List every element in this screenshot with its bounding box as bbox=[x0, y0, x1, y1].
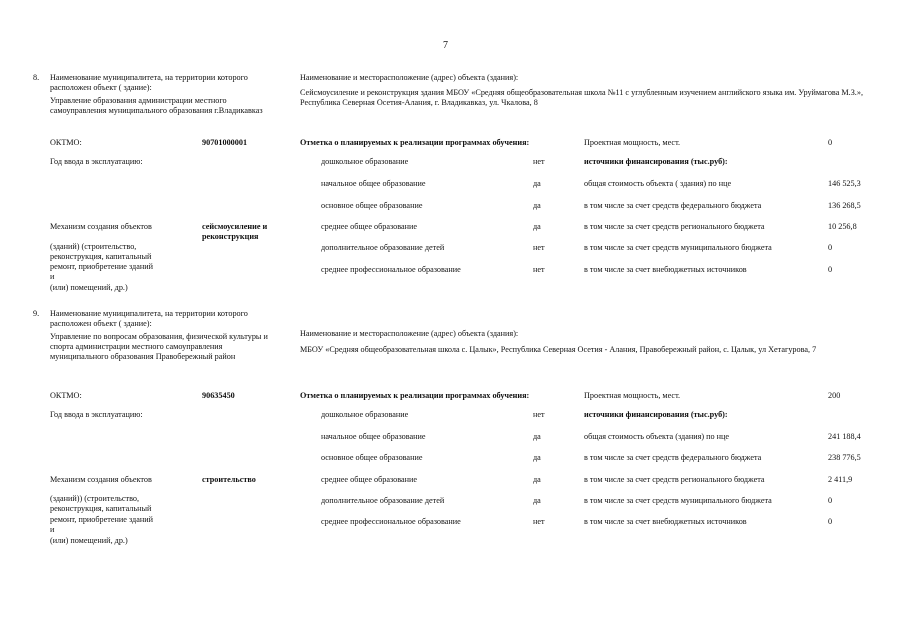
oktmo-label: ОКТМО: bbox=[50, 391, 82, 400]
capacity-value: 0 bbox=[828, 138, 833, 147]
record-number: 9. bbox=[33, 309, 40, 318]
oktmo-label: ОКТМО: bbox=[50, 138, 82, 147]
funding-value: 0 bbox=[828, 265, 833, 274]
mechanism-desc-line: и bbox=[50, 525, 55, 534]
funding-label: в том числе за счет внебюджетных источников bbox=[584, 265, 747, 274]
capacity-label: Проектная мощность, мест. bbox=[584, 391, 681, 400]
program-name: среднее общее образование bbox=[321, 475, 418, 484]
funding-value: 238 776,5 bbox=[828, 453, 861, 462]
mechanism-desc-line: (или) помещений, др.) bbox=[50, 536, 128, 545]
mechanism-label: Механизм создания объектов bbox=[50, 222, 152, 231]
mechanism-desc-line: реконструкция, капитальный bbox=[50, 252, 152, 261]
program-name: среднее профессиональное образование bbox=[321, 265, 461, 274]
program-mark: нет bbox=[533, 410, 545, 419]
mechanism-desc-line: (или) помещений, др.) bbox=[50, 283, 128, 292]
programs-header: Отметка о планируемых к реализации программах обучения: bbox=[300, 138, 530, 147]
object-value: МБОУ «Средняя общеобразовательная школа с. Цалык», Республика Северная Осетия - Алания, Правобережный район, с. Цалык, ул Хетагурова, 7 bbox=[300, 345, 817, 354]
program-mark: да bbox=[533, 496, 541, 505]
program-mark: нет bbox=[533, 157, 545, 166]
funding-label: в том числе за счет средств федерального бюджета bbox=[584, 201, 762, 210]
program-mark: нет bbox=[533, 517, 545, 526]
municipality-value: Управление по вопросам образования, физической культуры и спорта администрации местного самоуправления муниципального образования Правобережный район bbox=[50, 332, 268, 361]
program-name: дошкольное образование bbox=[321, 157, 409, 166]
mechanism-desc-line: ремонт, приобретение зданий bbox=[50, 515, 153, 524]
oktmo-value: 90701000001 bbox=[202, 138, 248, 147]
municipality-label: Наименование муниципалитета, на территории которого расположен объект ( здание): bbox=[50, 309, 248, 328]
program-mark: да bbox=[533, 475, 541, 484]
funding-label: в том числе за счет внебюджетных источников bbox=[584, 517, 747, 526]
program-mark: да bbox=[533, 222, 541, 231]
mechanism-label: Механизм создания объектов bbox=[50, 475, 152, 484]
mechanism-desc-line: (зданий)) (строительство, bbox=[50, 494, 140, 503]
funding-header: источники финансирования (тыс.руб): bbox=[584, 157, 728, 166]
program-name: дошкольное образование bbox=[321, 410, 409, 419]
funding-label: общая стоимость объекта ( здания) по нце bbox=[584, 179, 732, 188]
funding-value: 0 bbox=[828, 243, 833, 252]
program-mark: да bbox=[533, 453, 541, 462]
funding-label: в том числе за счет средств федерального бюджета bbox=[584, 453, 762, 462]
program-mark: нет bbox=[533, 243, 545, 252]
funding-label: в том числе за счет средств муниципального бюджета bbox=[584, 496, 772, 505]
program-name: начальное общее образование bbox=[321, 432, 426, 441]
funding-value: 136 268,5 bbox=[828, 201, 861, 210]
program-name: среднее профессиональное образование bbox=[321, 517, 461, 526]
program-name: начальное общее образование bbox=[321, 179, 426, 188]
program-name: основное общее образование bbox=[321, 201, 423, 210]
funding-label: общая стоимость объекта (здания) по нце bbox=[584, 432, 730, 441]
mechanism-value: строительство bbox=[202, 475, 256, 484]
funding-label: в том числе за счет средств муниципального бюджета bbox=[584, 243, 772, 252]
municipality-value: Управление образования администрации местного самоуправления муниципального образования г.Владикавказ bbox=[50, 96, 263, 115]
funding-value: 241 188,4 bbox=[828, 432, 861, 441]
funding-value: 2 411,9 bbox=[828, 475, 853, 484]
mechanism-desc-line: реконструкция, капитальный bbox=[50, 504, 152, 513]
funding-label: в том числе за счет средств регионального бюджета bbox=[584, 475, 765, 484]
capacity-value: 200 bbox=[828, 391, 841, 400]
program-mark: да bbox=[533, 179, 541, 188]
mechanism-desc-line: и bbox=[50, 272, 55, 281]
funding-value: 10 256,8 bbox=[828, 222, 857, 231]
mechanism-desc-line: (зданий) (строительство, bbox=[50, 242, 137, 251]
program-mark: нет bbox=[533, 265, 545, 274]
funding-label: в том числе за счет средств регионального бюджета bbox=[584, 222, 765, 231]
program-name: основное общее образование bbox=[321, 453, 423, 462]
program-name: дополнительное образование детей bbox=[321, 243, 445, 252]
page-number: 7 bbox=[443, 40, 448, 51]
program-name: среднее общее образование bbox=[321, 222, 418, 231]
mechanism-desc-line: ремонт, приобретение зданий bbox=[50, 262, 153, 271]
object-label: Наименование и месторасположение (адрес) объекта (здания): bbox=[300, 329, 519, 338]
program-name: дополнительное образование детей bbox=[321, 496, 445, 505]
programs-header: Отметка о планируемых к реализации программах обучения: bbox=[300, 391, 530, 400]
funding-value: 146 525,3 bbox=[828, 179, 861, 188]
object-value: Сейсмоусиление и реконструкция здания МБОУ «Средняя общеобразовательная школа №11 с углубленным изучением английского языка им. Уруймагова М.З.», Республика Северная Осетия-Алания, г. Владикавказ, ул. Чкалова, 8 bbox=[300, 88, 863, 107]
mechanism-value: сейсмоусиление и реконструкция bbox=[202, 222, 268, 241]
funding-header: источники финансирования (тыс.руб): bbox=[584, 410, 728, 419]
oktmo-value: 90635450 bbox=[202, 391, 235, 400]
object-label: Наименование и месторасположение (адрес) объекта (здания): bbox=[300, 73, 519, 82]
record-number: 8. bbox=[33, 73, 40, 82]
program-mark: да bbox=[533, 432, 541, 441]
funding-value: 0 bbox=[828, 496, 833, 505]
year-label: Год ввода в эксплуатацию: bbox=[50, 157, 143, 166]
funding-value: 0 bbox=[828, 517, 833, 526]
municipality-label: Наименование муниципалитета, на территории которого расположен объект ( здание): bbox=[50, 73, 248, 92]
capacity-label: Проектная мощность, мест. bbox=[584, 138, 681, 147]
program-mark: да bbox=[533, 201, 541, 210]
year-label: Год ввода в эксплуатацию: bbox=[50, 410, 143, 419]
